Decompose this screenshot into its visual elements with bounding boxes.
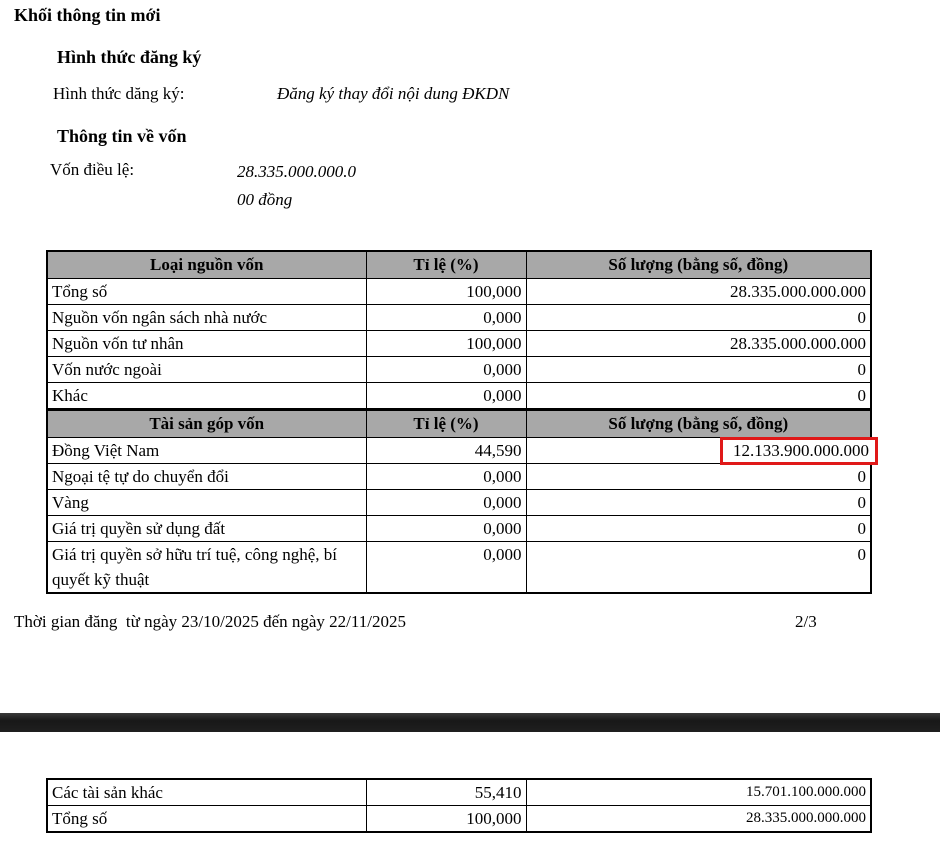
table-cell: Nguồn vốn ngân sách nhà nước — [47, 304, 366, 330]
table-row — [47, 437, 871, 463]
table-cell: 0 — [526, 489, 871, 515]
table-cell: Các tài sản khác — [47, 779, 366, 806]
table-row — [47, 278, 871, 304]
table-cell: 0,000 — [366, 515, 526, 541]
registration-field-value: Đăng ký thay đổi nội dung ĐKDN — [277, 84, 510, 103]
table-cell: 0,000 — [366, 463, 526, 489]
table-cell: 0 — [526, 541, 871, 593]
page-number: 2/3 — [795, 612, 817, 631]
table-row — [47, 515, 871, 541]
contributed-assets-table — [46, 409, 872, 594]
table-cell: 28.335.000.000.000 — [526, 278, 871, 304]
charter-capital-value-line2: 00 đồng — [237, 190, 293, 209]
table-cell: 28.335.000.000.000 — [526, 330, 871, 356]
table-cell: Vốn nước ngoài — [47, 356, 366, 382]
table-cell: 0,000 — [366, 382, 526, 409]
registration-field-row — [53, 84, 510, 104]
table-cell: 0,000 — [366, 304, 526, 330]
table-row — [47, 463, 871, 489]
table-row — [47, 489, 871, 515]
table-cell: Vàng — [47, 489, 366, 515]
table-cell: 100,000 — [366, 806, 526, 833]
column-header: Tỉ lệ (%) — [366, 410, 526, 437]
table-cell: Ngoại tệ tự do chuyển đổi — [47, 463, 366, 489]
table-cell: 0 — [526, 515, 871, 541]
header-row — [47, 251, 871, 278]
charter-capital-field-row — [50, 160, 356, 209]
table-cell: 55,410 — [366, 779, 526, 806]
charter-capital-value — [237, 158, 356, 214]
table-row — [47, 806, 871, 833]
section-heading-capital: Thông tin về vốn — [57, 126, 187, 146]
table-cell: 44,590 — [366, 437, 526, 463]
table-row — [47, 304, 871, 330]
table-cell: Giá trị quyền sử dụng đất — [47, 515, 366, 541]
table-cell: 0 — [526, 304, 871, 330]
table-cell: 0,000 — [366, 489, 526, 515]
table-row — [47, 356, 871, 382]
table-cell: 100,000 — [366, 330, 526, 356]
continuation-table — [46, 778, 872, 833]
table-cell: Tổng số — [47, 806, 366, 833]
table-cell: 28.335.000.000.000 — [526, 806, 871, 833]
page-title: Khối thông tin mới — [14, 5, 161, 25]
charter-capital-value-line1: 28.335.000.000.0 — [237, 162, 356, 181]
page-separator-bar — [0, 713, 940, 732]
table-cell: 100,000 — [366, 278, 526, 304]
header-row — [47, 410, 871, 437]
registration-field-label: Hình thức dăng ký: — [53, 84, 185, 103]
table-cell: 0,000 — [366, 356, 526, 382]
column-header: Loại nguồn vốn — [47, 251, 366, 278]
column-header: Số lượng (bằng số, đồng) — [526, 251, 871, 278]
table-cell: Nguồn vốn tư nhân — [47, 330, 366, 356]
table-cell: 0 — [526, 356, 871, 382]
table-row — [47, 541, 871, 593]
column-header: Tài sản góp vốn — [47, 410, 366, 437]
table-row — [47, 779, 871, 806]
table-cell: Đồng Việt Nam — [47, 437, 366, 463]
charter-capital-label: Vốn điều lệ: — [50, 160, 135, 179]
table-cell: 0,000 — [366, 541, 526, 593]
table-cell: Giá trị quyền sở hữu trí tuệ, công nghệ, bí quyết kỹ thuật — [47, 541, 366, 593]
capital-source-table — [46, 250, 872, 410]
table-cell — [526, 437, 871, 463]
table-row — [47, 382, 871, 409]
table-cell: 0 — [526, 382, 871, 409]
table-cell: Tổng số — [47, 278, 366, 304]
table-row — [47, 330, 871, 356]
table-cell: Khác — [47, 382, 366, 409]
column-header: Số lượng (bằng số, đồng) — [526, 410, 871, 437]
column-header: Tỉ lệ (%) — [366, 251, 526, 278]
table-cell: 0 — [526, 463, 871, 489]
registration-period-text: Thời gian đăng từ ngày 23/10/2025 đến ngày 22/11/2025 — [14, 612, 406, 631]
table-cell: 15.701.100.000.000 — [526, 779, 871, 806]
section-heading-registration: Hình thức đăng ký — [57, 47, 202, 67]
highlighted-value-red-box: 12.133.900.000.000 — [720, 437, 878, 465]
